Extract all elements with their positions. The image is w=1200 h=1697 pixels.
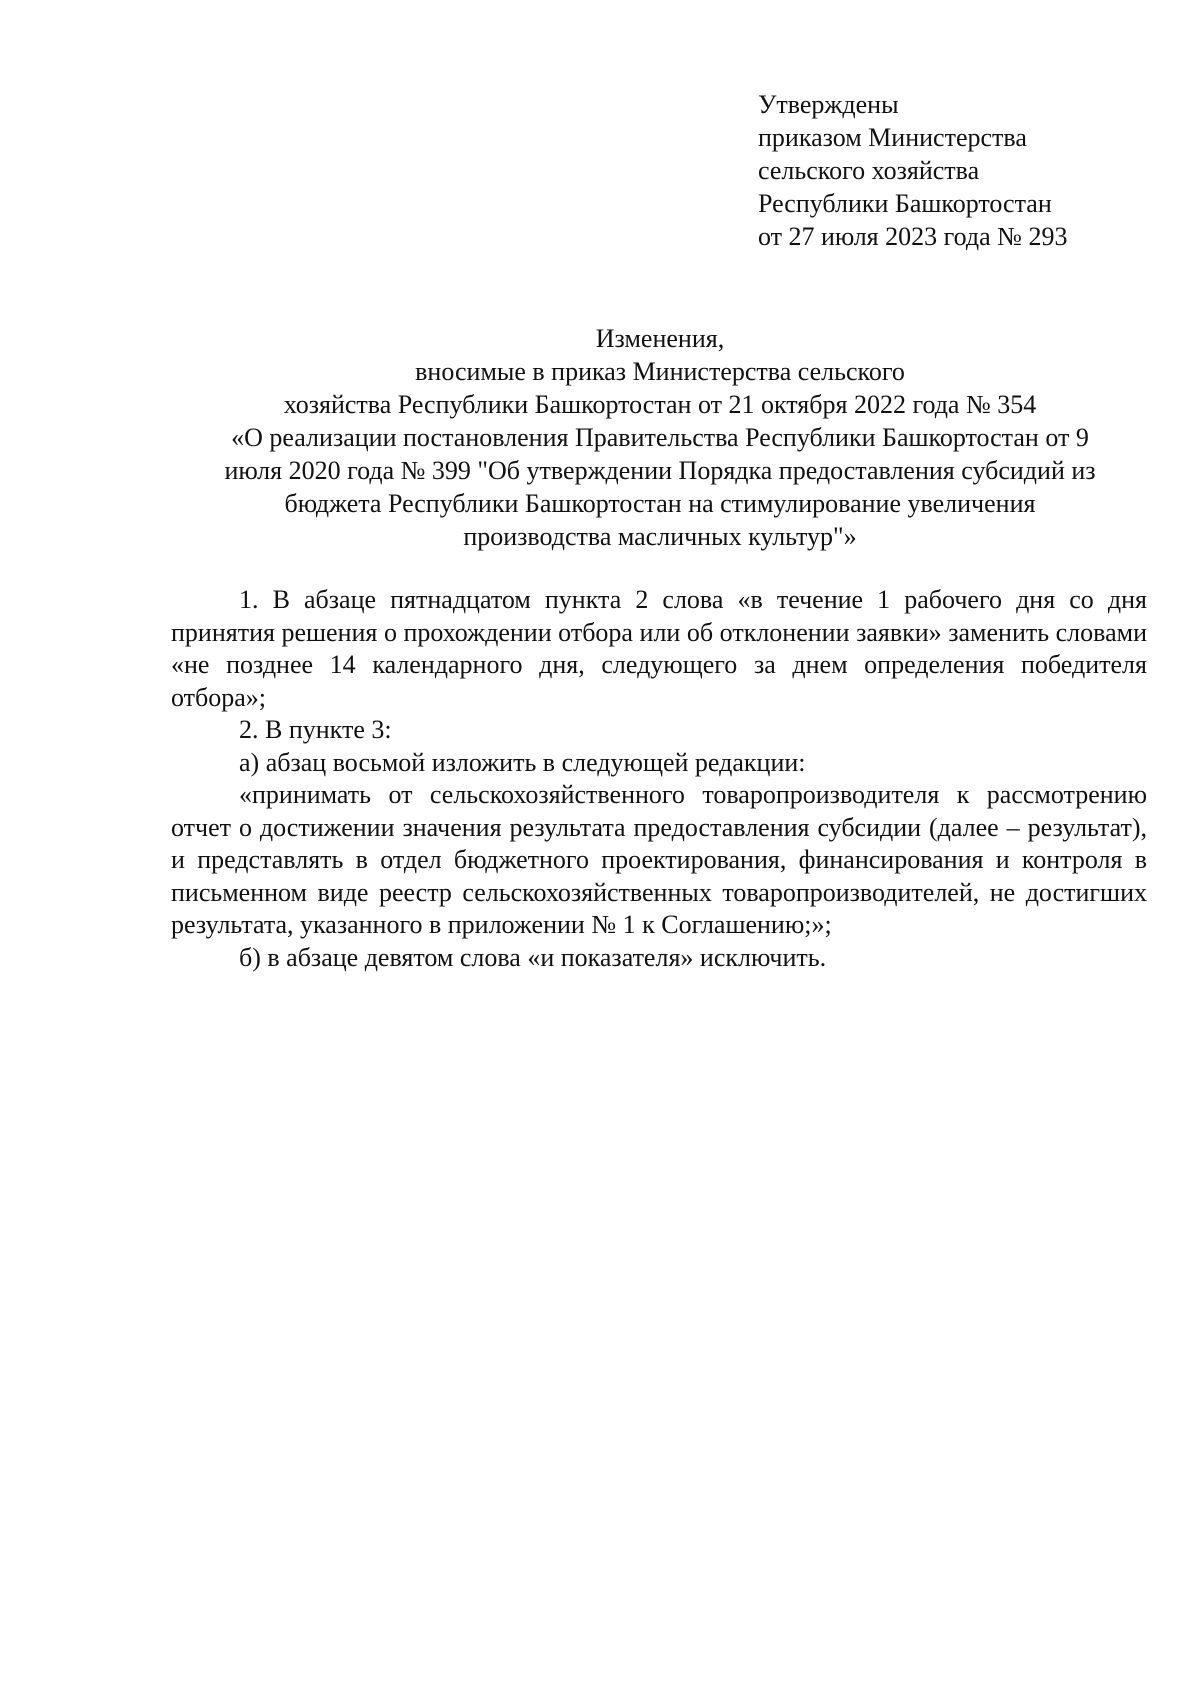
approval-line: Республики Башкортостан <box>758 189 1052 218</box>
paragraph-1: 1. В абзаце пятнадцатом пункта 2 слова «в течение 1 рабочего дня со дня принятия решения о прохождении отбора или об отклонении заявки» заменить словами «не позднее 14 календарного дня, следующего за днем определения победителя отбора»; <box>171 585 1147 712</box>
approval-line: приказом Министерства <box>758 123 1027 152</box>
title-line: производства масличных культур"» <box>463 522 857 551</box>
paragraph-3: а) абзац восьмой изложить в следующей редакции: <box>239 747 806 777</box>
title-line: Изменения, <box>595 324 725 353</box>
document-title <box>160 322 1160 553</box>
title-line: июля 2020 года № 399 "Об утверждении Порядка предоставления субсидий из <box>224 456 1096 485</box>
document-body <box>171 584 1147 974</box>
paragraph-4: «принимать от сельскохозяйственного товаропроизводителя к рассмотрению отчет о достижении значения результата предоставления субсидии (далее – результат), и представлять в отдел бюджетного проектирования, финансирования и контроля в письменном виде реестр сельскохозяйственных товаропроизводителей, не достигших результата, указанного в приложении № 1 к Соглашению;»; <box>171 780 1147 939</box>
approval-line: Утверждены <box>758 90 899 119</box>
approval-stamp <box>758 88 1158 253</box>
title-line: вносимые в приказ Министерства сельского <box>415 357 905 386</box>
approval-line: от 27 июля 2023 года № 293 <box>758 222 1068 251</box>
paragraph-5: б) в абзаце девятом слова «и показателя» исключить. <box>239 942 827 972</box>
title-line: «О реализации постановления Правительства Республики Башкортостан от 9 <box>231 423 1089 452</box>
approval-line: сельского хозяйства <box>758 156 980 185</box>
title-line: хозяйства Республики Башкортостан от 21 октября 2022 года № 354 <box>283 390 1037 419</box>
paragraph-2: 2. В пункте 3: <box>239 715 392 744</box>
title-line: бюджета Республики Башкортостан на стимулирование увеличения <box>284 489 1036 518</box>
